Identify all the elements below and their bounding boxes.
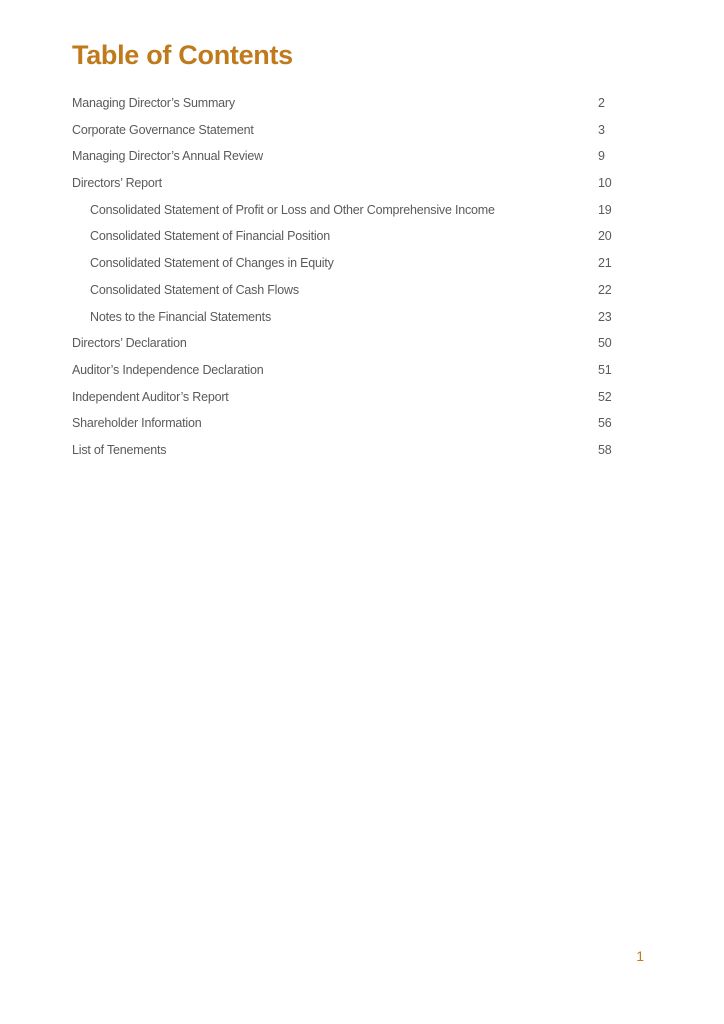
toc-entry[interactable] [72,143,620,170]
toc-entry[interactable] [72,117,620,144]
toc-subentry[interactable] [72,250,620,277]
toc-entry-page: 58 [598,442,612,457]
toc-entry[interactable] [72,437,620,464]
toc-entry[interactable] [72,357,620,384]
toc-entry-label: Directors’ Declaration [72,336,187,351]
toc-entry-label: Consolidated Statement of Profit or Loss and Other Comprehensive Income [90,202,495,217]
toc-entry-page: 10 [598,176,612,191]
toc-subentry[interactable] [72,223,620,250]
toc-entry-page: 20 [598,229,612,244]
toc-entry[interactable] [72,410,620,437]
toc-entry-label: Consolidated Statement of Cash Flows [90,282,299,297]
toc-entry-page: 52 [598,389,612,404]
toc-entry[interactable] [72,170,620,197]
toc-entry-page: 2 [598,96,605,110]
toc-entry-page: 9 [598,149,605,164]
page-number: 1 [636,948,644,964]
toc-entry-page: 51 [598,362,612,377]
toc-subentry[interactable] [72,197,620,224]
toc-entry-page: 22 [598,282,612,297]
toc-entry-label: Independent Auditor’s Report [72,389,229,404]
toc-entry-page: 21 [598,256,612,271]
toc-entry-label: Managing Director’s Summary [72,96,235,110]
toc-entry-label: Notes to the Financial Statements [90,309,271,324]
toc-entry-page: 56 [598,416,612,431]
toc-entry-label: Consolidated Statement of Changes in Equity [90,256,334,271]
toc-entry-label: Corporate Governance Statement [72,122,254,137]
toc-entry[interactable] [72,384,620,411]
toc-subentry[interactable] [72,277,620,304]
table-of-contents [72,90,620,464]
toc-entry-page: 19 [598,202,612,217]
toc-entry-page: 23 [598,309,612,324]
toc-entry-label: Auditor’s Independence Declaration [72,362,264,377]
toc-entry-label: Managing Director’s Annual Review [72,149,263,164]
page-title: Table of Contents [72,40,293,70]
toc-entry-label: Consolidated Statement of Financial Position [90,229,330,244]
toc-subentry[interactable] [72,304,620,331]
toc-entry-label: List of Tenements [72,442,167,457]
toc-entry-label: Shareholder Information [72,416,202,431]
toc-entry-label: Directors’ Report [72,176,162,191]
toc-entry-page: 50 [598,336,612,351]
toc-entry[interactable] [72,330,620,357]
toc-entry-page: 3 [598,122,605,137]
toc-entry[interactable] [72,90,620,117]
